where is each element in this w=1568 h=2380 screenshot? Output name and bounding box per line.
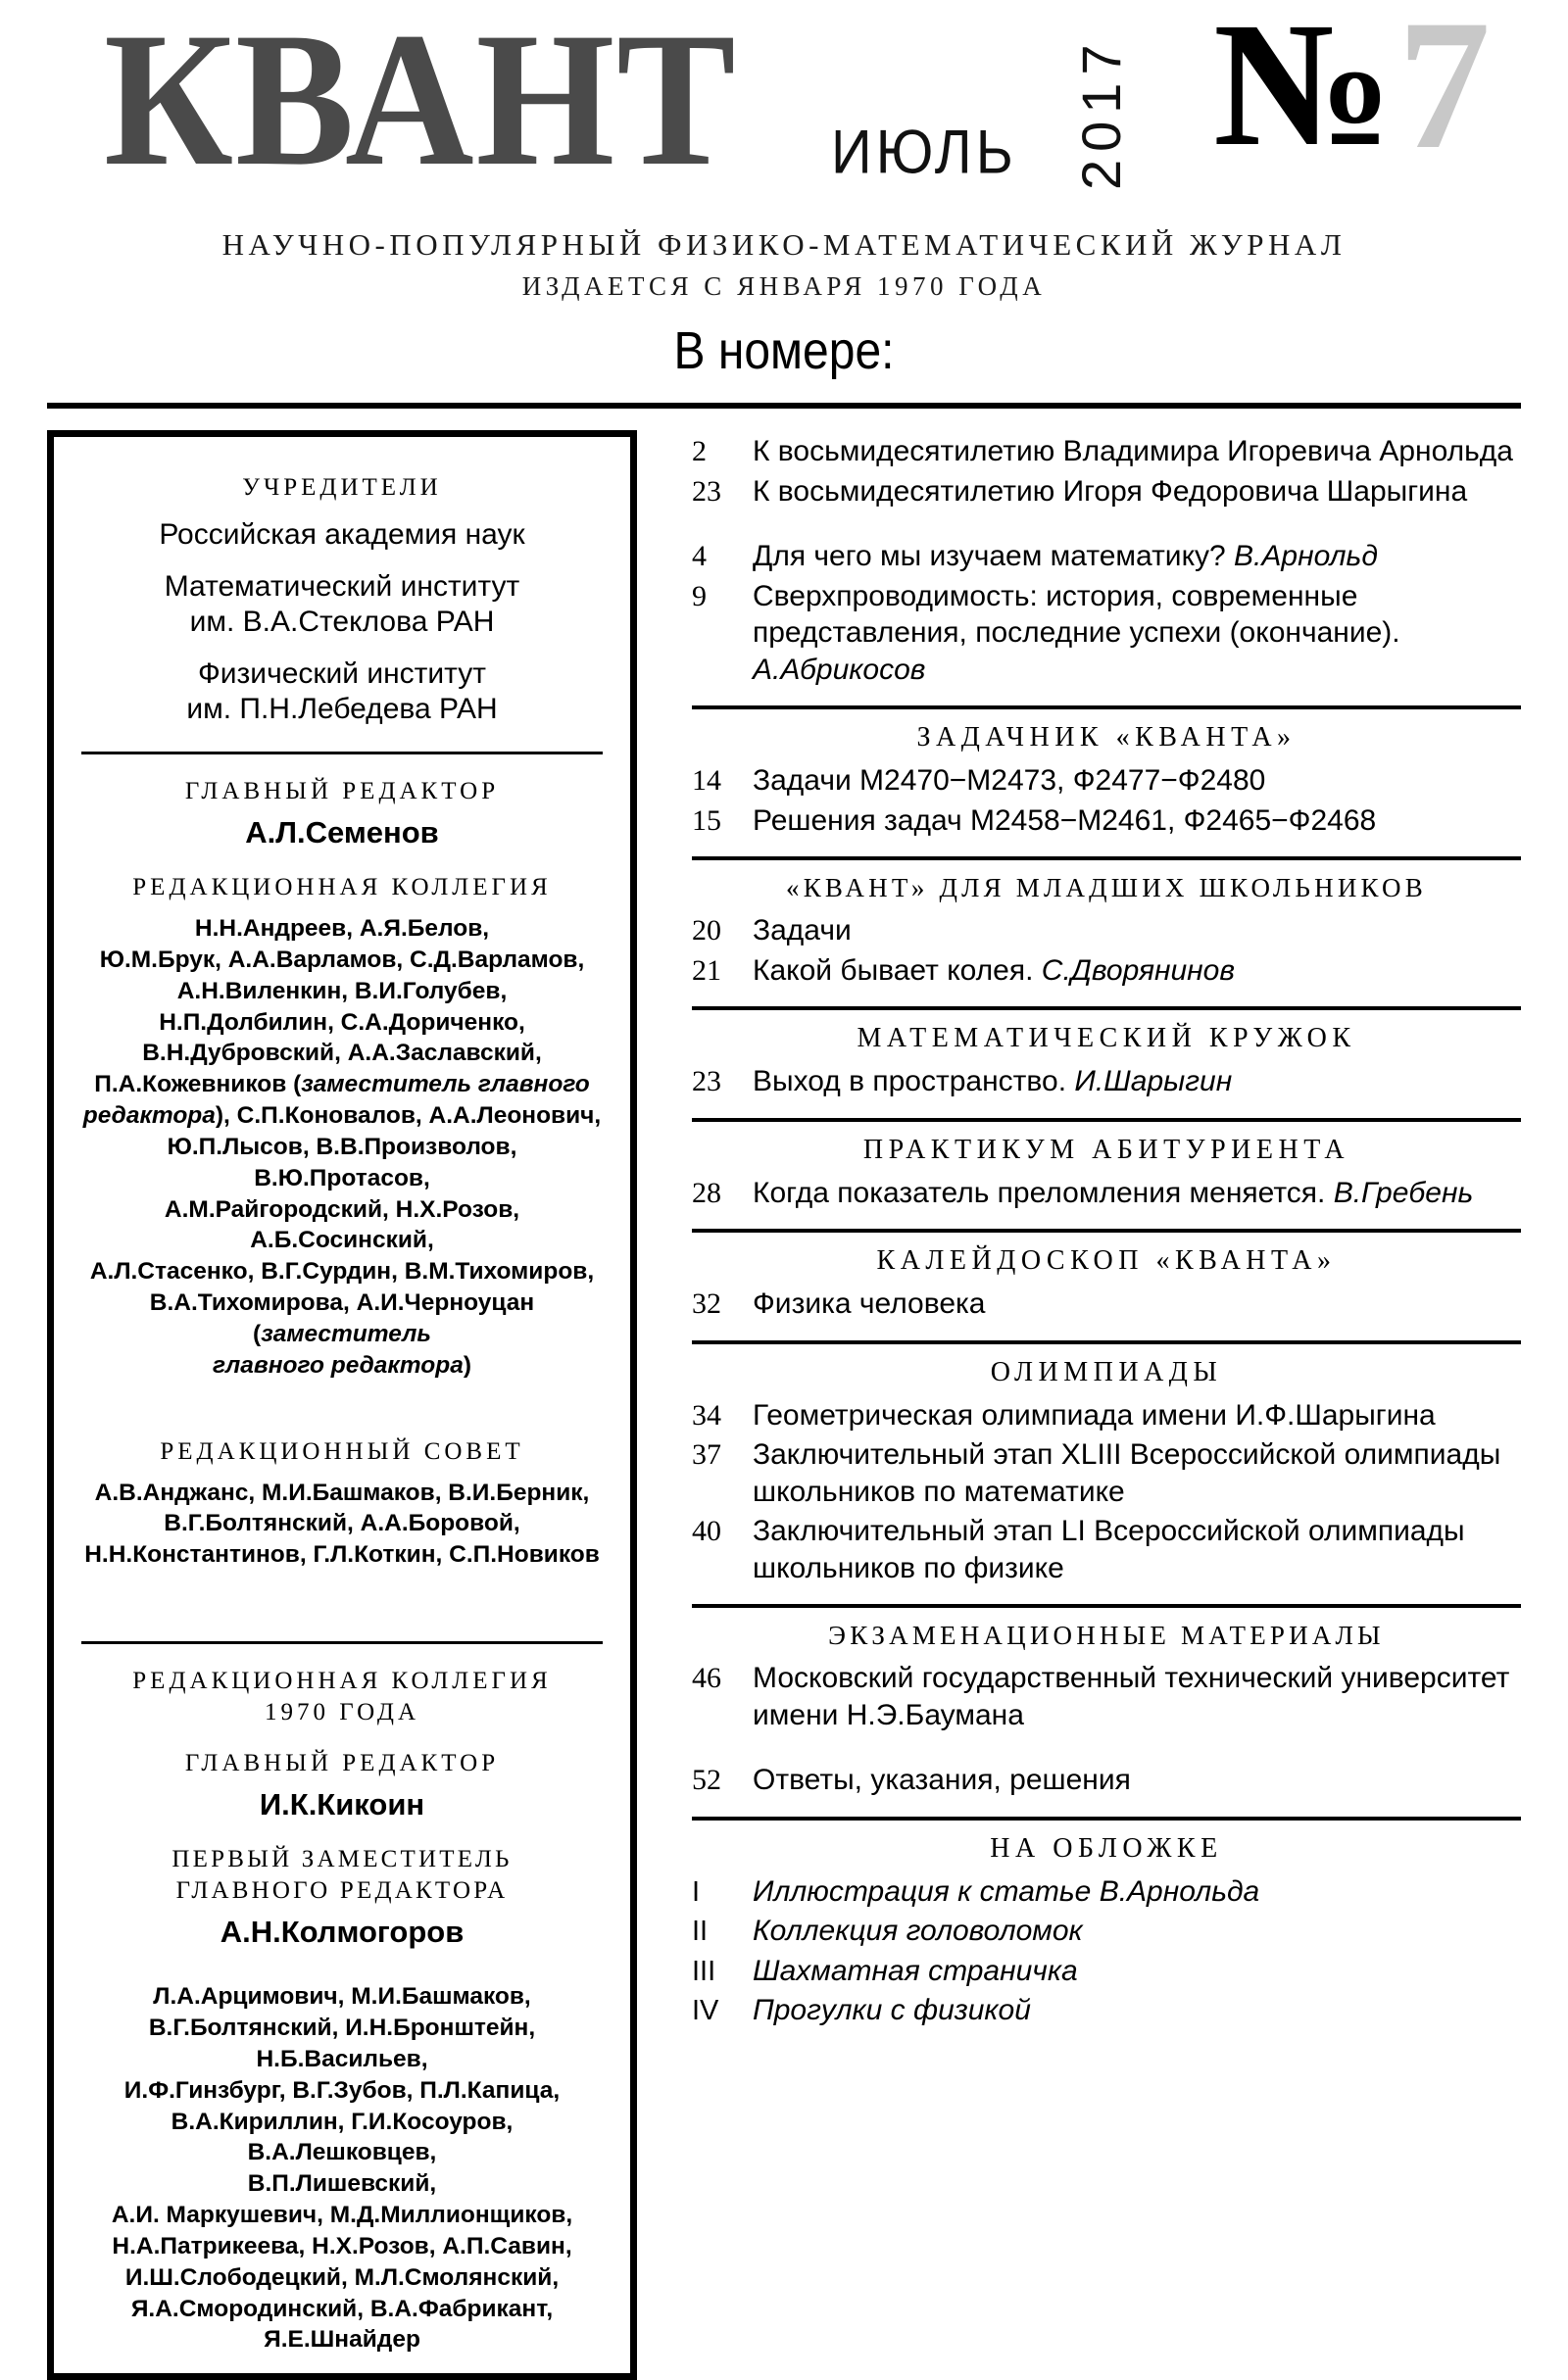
toc-page-number: 9 — [692, 579, 707, 612]
section-heading-cover: НА ОБЛОЖКЕ — [990, 1832, 1223, 1864]
section-heading: ПРАКТИКУМ АБИТУРИЕНТА — [862, 1134, 1350, 1165]
info-divider — [81, 752, 603, 754]
info-divider-1970 — [81, 1641, 603, 1644]
toc-entry[interactable] — [692, 538, 1521, 575]
numero-sign: № — [1213, 0, 1393, 183]
journal-subtitle: НАУЧНО-ПОПУЛЯРНЫЙ ФИЗИКО-МАТЕМАТИЧЕСКИЙ ЖУРНАЛ — [221, 227, 1347, 262]
header-divider — [47, 403, 1521, 409]
board-1970-list: Л.А.Арцимович, М.И.Башмаков, В.Г.Болтянский, И.Н.Бронштейн, Н.Б.Васильев, И.Ф.Гинзбург, В.Г.Зубов, П.Л.Капица, В.А.Кириллин, Г.И.Косоуров, В.А.Лешковцев, В.П.Лишевский, А.И. Маркушевич, М.Д.Миллионщиков, Н.А.Патрикеева, Н.Х.Розов, А.П.Савин, И.Ш.Слободецкий, М.Л.Смолянский, Я.А.Смородинский, В.А.Фабрикант, Я.Е.Шнайдер — [111, 1983, 573, 2354]
toc-page-number: 52 — [692, 1764, 721, 1796]
toc-page-number: 28 — [692, 1176, 721, 1209]
toc-sections — [692, 705, 1521, 2029]
toc-entry-title: Какой бывает колея. С.Дворянинов — [753, 953, 1236, 987]
toc-page-number: 4 — [692, 540, 707, 572]
toc-entry[interactable] — [692, 1063, 1521, 1100]
toc-page-number: III — [692, 1955, 716, 1987]
toc-page-number: IV — [692, 1995, 719, 2026]
toc-page-number: 15 — [692, 803, 721, 837]
masthead-info-column — [47, 430, 637, 2380]
toc-entry-title: Заключительный этап LI Всероссийской олимпиады школьников по физике — [753, 1515, 1465, 1584]
toc-entry-title: Иллюстрация к статье В.Арнольда — [753, 1874, 1260, 1908]
editorial-council-heading: РЕДАКЦИОННЫЙ СОВЕТ — [160, 1437, 524, 1465]
toc-page-number: 46 — [692, 1662, 721, 1694]
section-divider — [692, 1118, 1521, 1122]
toc-intro-group — [692, 433, 1521, 510]
issue-number: 7 — [1397, 0, 1491, 188]
founder-item: Физический институт — [197, 656, 486, 690]
toc-entry-title: Когда показатель преломления меняется. В.Гребень — [753, 1176, 1474, 1209]
toc-entry[interactable] — [692, 578, 1521, 689]
section-heading: «КВАНТ» ДЛЯ МЛАДШИХ ШКОЛЬНИКОВ — [786, 873, 1427, 902]
board-1970-heading-year: 1970 ГОДА — [265, 1699, 419, 1726]
toc-entry[interactable] — [692, 912, 1521, 949]
toc-entry-title: Для чего мы изучаем математику? В.Арнольд — [753, 540, 1378, 572]
toc-entry-title: К восьмидесятилетию Владимира Игоревича Арнольда — [753, 435, 1513, 467]
editorial-info-box — [47, 430, 637, 2380]
journal-since-line: ИЗДАЕТСЯ С ЯНВАРЯ 1970 ГОДА — [521, 271, 1047, 301]
toc-page-number: I — [692, 1875, 701, 1908]
editor-in-chief-1970-name: И.К.Кикоин — [259, 1787, 425, 1822]
section-heading: ЗАДАЧНИК «КВАНТА» — [916, 722, 1297, 753]
toc-entry-title: Физика человека — [753, 1287, 986, 1320]
section-heading: ЭКЗАМЕНАЦИОННЫЕ МАТЕРИАЛЫ — [828, 1621, 1385, 1650]
issue-month: ИЮЛЬ — [831, 118, 1017, 187]
editorial-board-heading: РЕДАКЦИОННАЯ КОЛЛЕГИЯ — [132, 873, 552, 900]
toc-entry-title: Решения задач М2458−М2461, Ф2465−Ф2468 — [753, 803, 1377, 837]
section-divider — [692, 856, 1521, 860]
toc-entry-title: К восьмидесятилетию Игоря Федоровича Шарыгина — [753, 474, 1468, 508]
toc-gap — [692, 1733, 1521, 1759]
board-1970-heading: РЕДАКЦИОННАЯ КОЛЛЕГИЯ — [132, 1668, 552, 1695]
toc-entry-title: Задачи М2470−М2473, Ф2477−Ф2480 — [753, 764, 1266, 797]
section-heading: ОЛИМПИАДЫ — [990, 1356, 1223, 1387]
founder-item-sub: им. П.Н.Лебедева РАН — [186, 693, 498, 726]
founders-heading: УЧРЕДИТЕЛИ — [242, 474, 442, 501]
toc-entry-title: Московский государственный технический университет имени Н.Э.Баумана — [753, 1662, 1510, 1731]
toc-entry-title: Шахматная страничка — [753, 1954, 1078, 1987]
founder-item-sub: им. В.А.Стеклова РАН — [189, 606, 495, 639]
editor-in-chief-heading: ГЛАВНЫЙ РЕДАКТОР — [184, 777, 500, 804]
first-deputy-heading-2: ГЛАВНОГО РЕДАКТОРА — [175, 1877, 509, 1905]
toc-entry[interactable] — [692, 1762, 1521, 1799]
toc-entry-title: Ответы, указания, решения — [753, 1764, 1131, 1796]
section-heading: КАЛЕЙДОСКОП «КВАНТА» — [876, 1245, 1337, 1276]
toc-main-group — [692, 538, 1521, 688]
toc-entry[interactable] — [692, 1953, 1521, 1990]
toc-entry-title: Прогулки с физикой — [753, 1994, 1031, 2026]
section-heading: МАТЕМАТИЧЕСКИЙ КРУЖОК — [857, 1023, 1356, 1053]
toc-entry-title: Геометрическая олимпиада имени И.Ф.Шарыгина — [753, 1398, 1436, 1432]
toc-entry[interactable] — [692, 1286, 1521, 1323]
toc-entry[interactable] — [692, 1436, 1521, 1510]
toc-entry[interactable] — [692, 952, 1521, 990]
toc-entry[interactable] — [692, 762, 1521, 800]
editorial-board-list: Н.Н.Андреев, А.Я.Белов, Ю.М.Брук, А.А.Варламов, С.Д.Варламов, А.Н.Виленкин, В.И.Голубев, Н.П.Долбилин, С.А.Дориченко, В.Н.Дубровский, А.А.Заславский, П.А.Кожевников (заместитель главного редактора), С.П.Коновалов, А.А.Леонович, Ю.П.Лысов, В.В.Произволов, В.Ю.Протасов, А.М.Райгородский, Н.Х.Розов, А.Б.Сосинский, А.Л.Стасенко, В.Г.Сурдин, В.М.Тихомиров, В.А.Тихомирова, А.И.Черноуцан (заместитель главного редактора) — [82, 914, 602, 1379]
toc-entry-title: Задачи — [753, 914, 852, 947]
toc-entry[interactable] — [692, 473, 1521, 510]
toc-entry[interactable] — [692, 1873, 1521, 1911]
toc-page-number: 34 — [692, 1398, 721, 1432]
section-divider — [692, 1006, 1521, 1010]
toc-page-number: 20 — [692, 914, 721, 947]
toc-page-number: 2 — [692, 435, 707, 467]
toc-page-number: 14 — [692, 764, 721, 797]
masthead — [47, 0, 1521, 223]
toc-entry[interactable] — [692, 1660, 1521, 1733]
toc-entry-title: Сверхпроводимость: история, современные представления, последние успехи (окончание). А.Абрикосов — [753, 579, 1400, 686]
first-deputy-name: А.Н.Колмогоров — [220, 1915, 465, 1950]
toc-page-number: 32 — [692, 1287, 721, 1320]
journal-title: КВАНТ — [104, 0, 738, 206]
contents-label: В номере: — [673, 322, 895, 381]
founder-item: Российская академия наук — [159, 518, 525, 551]
toc-entry[interactable] — [692, 1913, 1521, 1950]
toc-page-number: 21 — [692, 953, 721, 987]
toc-entry[interactable] — [692, 1175, 1521, 1212]
toc-entry[interactable] — [692, 802, 1521, 840]
toc-entry[interactable] — [692, 1513, 1521, 1586]
toc-entry-title: Заключительный этап XLIII Всероссийской олимпиады школьников по математике — [753, 1438, 1501, 1508]
table-of-contents — [637, 430, 1521, 2380]
editor-in-chief-1970-heading: ГЛАВНЫЙ РЕДАКТОР — [184, 1750, 500, 1777]
section-divider — [692, 1817, 1521, 1821]
section-divider — [692, 705, 1521, 709]
toc-page-number: 23 — [692, 474, 721, 508]
section-divider — [692, 1340, 1521, 1344]
cover-columns — [47, 430, 1521, 2380]
toc-page-number: 37 — [692, 1438, 721, 1471]
toc-entry[interactable] — [692, 1397, 1521, 1434]
section-divider — [692, 1604, 1521, 1608]
toc-entry[interactable] — [692, 1992, 1521, 2029]
toc-entry-title: Выход в пространство. И.Шарыгин — [753, 1065, 1233, 1097]
editorial-council-list: А.В.Анджанс, М.И.Башмаков, В.И.Берник, В.Г.Болтянский, А.А.Боровой, Н.Н.Константинов, Г.Л.Коткин, С.П.Новиков — [84, 1479, 600, 1569]
toc-page-number: II — [692, 1916, 709, 1947]
founder-item: Математический институт — [164, 569, 520, 603]
toc-entry[interactable] — [692, 433, 1521, 470]
editor-in-chief-name: А.Л.Семенов — [245, 814, 439, 850]
toc-page-number: 23 — [692, 1065, 721, 1097]
section-divider — [692, 1229, 1521, 1233]
toc-entry-title: Коллекция головоломок — [753, 1915, 1083, 1947]
first-deputy-heading: ПЕРВЫЙ ЗАМЕСТИТЕЛЬ — [172, 1846, 513, 1873]
issue-year: 2017 — [1070, 36, 1132, 190]
toc-page-number: 40 — [692, 1515, 721, 1547]
